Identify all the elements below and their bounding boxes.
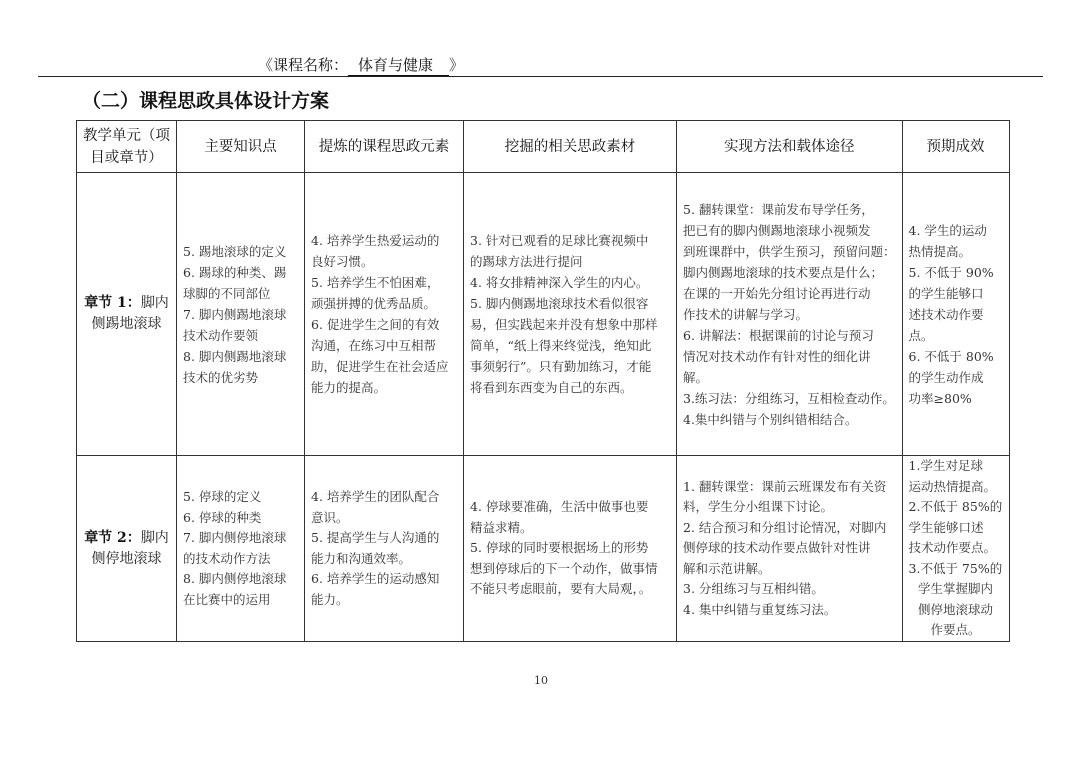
cell-line: 把已有的脚内侧踢地滚球小视频发 — [683, 222, 871, 238]
cell-line: 技术的优劣势 — [183, 369, 259, 385]
col-header-materials: 挖掘的相关思政素材 — [464, 121, 677, 173]
cell-line: 解。 — [683, 369, 709, 385]
cell-line: 作要点。 — [930, 622, 981, 638]
cell-line: 不能只考虑眼前，要有大局观，。 — [470, 581, 652, 597]
col-header-elements: 提炼的课程思政元素 — [305, 121, 464, 173]
cell-line: 到班课群中，供学生预习，预留问题： — [683, 243, 896, 259]
cell-line: 的学生动作成 — [908, 369, 984, 385]
cell-line: 2. 结合预习和分组讨论情况，对脚内 — [683, 519, 887, 535]
elements-cell — [305, 173, 464, 456]
cell-line: 3. 分组练习与互相纠错。 — [683, 581, 824, 597]
cell-line: 5. 不低于 90% — [908, 264, 994, 280]
cell-line: 4.集中纠错与个别纠错相结合。 — [683, 411, 858, 427]
header-prefix: 《课程名称： — [258, 56, 349, 74]
cell-line: 侧停地滚球动 — [918, 601, 994, 617]
col-header-knowledge: 主要知识点 — [177, 121, 305, 173]
cell-line: 作技术的讲解与学习。 — [683, 306, 809, 322]
knowledge-cell — [177, 173, 305, 456]
table-row — [77, 173, 1010, 456]
cell-line: 3. 针对已观看的足球比赛视频中 — [470, 233, 649, 248]
cell-line: 球脚的不同部位 — [183, 285, 271, 301]
cell-line: 热情提高。 — [908, 243, 972, 259]
table-header-row — [77, 121, 1010, 173]
cell-line: 能力的提高。 — [311, 380, 387, 395]
cell-line: 解和示范讲解。 — [683, 560, 771, 576]
cell-line: 述技术动作要 — [908, 306, 984, 322]
cell-line: 5. 停球的定义 — [183, 489, 262, 504]
cell-line: 将看到东西变为自己的东西。 — [470, 380, 633, 395]
unit-cell: 章节 2：脚内侧停地滚球 — [77, 456, 177, 642]
cell-line: 学生掌握脚内 — [918, 581, 994, 597]
cell-line: 技术动作要领 — [183, 327, 259, 343]
cell-line: 情况对技术动作有针对性的细化讲 — [683, 348, 871, 364]
cell-line: 7. 脚内侧踢地滚球 — [183, 306, 287, 322]
cell-line: 脚内侧踢地滚球的技术要点是什么； — [683, 264, 884, 280]
cell-line: 侧停球的技术动作要点做针对性讲 — [683, 540, 871, 556]
cell-line: 1.学生对足球 — [908, 458, 983, 474]
cell-line: 5. 脚内侧踢地滚球技术看似很容 — [470, 296, 649, 311]
cell-line: 3.不低于 75%的 — [908, 560, 1003, 576]
cell-line: 能力。 — [311, 591, 349, 607]
cell-line: 6. 讲解法：根据课前的讨论与预习 — [683, 327, 874, 343]
table-row — [77, 456, 1010, 642]
cell-line: 6. 不低于 80% — [908, 348, 994, 364]
header-rule — [38, 76, 1043, 77]
cell-line: 3.练习法：分组练习，互相检查动作。 — [683, 390, 895, 406]
cell-line: 功率≥80% — [908, 390, 972, 406]
cell-line: 顽强拼搏的优秀品质。 — [311, 296, 437, 311]
unit-cell: 章节 1：脚内侧踢地滚球 — [77, 173, 177, 456]
col-header-methods: 实现方法和载体途径 — [677, 121, 903, 173]
materials-cell — [464, 173, 677, 456]
cell-line: 4. 集中纠错与重复练习法。 — [683, 601, 837, 617]
cell-line: 助，促进学生在社会适应 — [311, 359, 449, 374]
cell-line: 技术动作要点。 — [908, 540, 997, 556]
cell-line: 料，学生分小组课下讨论。 — [683, 499, 834, 515]
cell-line: 6. 培养学生的运动感知 — [311, 571, 440, 586]
cell-line: 6. 停球的种类 — [183, 509, 262, 525]
col-header-outcomes: 预期成效 — [902, 121, 1009, 173]
cell-line: 的踢球方法进行提问 — [470, 254, 583, 269]
methods-cell — [677, 456, 903, 642]
section-title: （二）课程思政具体设计方案 — [82, 90, 330, 112]
cell-line: 8. 脚内侧停地滚球 — [183, 571, 287, 586]
cell-line: 5. 翻转课堂：课前发布导学任务， — [683, 201, 874, 217]
cell-line: 6. 踢球的种类、踢 — [183, 264, 287, 280]
cell-line: 4. 培养学生热爱运动的 — [311, 233, 440, 248]
methods-cell — [677, 173, 903, 456]
cell-line: 想到停球后的下一个动作，做事情 — [470, 560, 658, 576]
cell-line: 6. 促进学生之间的有效 — [311, 317, 440, 332]
cell-line: 学生能够口述 — [908, 519, 984, 535]
cell-line: 2.不低于 85%的 — [908, 499, 1003, 515]
outcomes-cell — [902, 173, 1009, 456]
cell-line: 运动热情提高。 — [908, 478, 997, 494]
cell-line: 的学生能够口 — [908, 285, 984, 301]
elements-cell — [305, 456, 464, 642]
cell-line: 4. 学生的运动 — [908, 222, 987, 238]
cell-line: 点。 — [908, 327, 934, 343]
cell-line: 5. 培养学生不怕困难， — [311, 275, 440, 290]
cell-line: 4. 将女排精神深入学生的内心。 — [470, 275, 649, 290]
cell-line: 1. 翻转课堂：课前云班课发布有关资 — [683, 478, 887, 494]
cell-line: 精益求精。 — [470, 519, 533, 535]
knowledge-cell — [177, 456, 305, 642]
cell-line: 4. 培养学生的团队配合 — [311, 489, 440, 504]
cell-line: 能力和沟通效率。 — [311, 550, 412, 566]
cell-line: 4. 停球要准确，生活中做事也要 — [470, 499, 649, 515]
header-suffix: 》 — [449, 56, 465, 74]
cell-line: 良好习惯。 — [311, 254, 374, 269]
cell-line: 在比赛中的运用 — [183, 591, 271, 607]
col-header-unit: 教学单元（项目或章节） — [77, 121, 177, 173]
materials-cell — [464, 456, 677, 642]
cell-line: 易，但实践起来并没有想象中那样 — [470, 317, 658, 332]
cell-line: 5. 停球的同时要根据场上的形势 — [470, 540, 649, 556]
cell-line: 沟通，在练习中互相帮 — [311, 338, 437, 353]
cell-line: 的技术动作方法 — [183, 550, 271, 566]
cell-line: 5. 提高学生与人沟通的 — [311, 530, 440, 545]
cell-line: 简单，“纸上得来终觉浅，绝知此 — [470, 338, 652, 353]
design-plan-table — [76, 120, 1010, 642]
course-name: 体育与健康 — [348, 54, 449, 76]
outcomes-cell — [902, 456, 1009, 642]
cell-line: 在课的一开始先分组讨论再进行动 — [683, 285, 871, 301]
cell-line: 事须躬行”。只有勤加练习，才能 — [470, 359, 652, 374]
cell-line: 8. 脚内侧踢地滚球 — [183, 348, 287, 364]
cell-line: 意识。 — [311, 509, 349, 525]
cell-line: 5. 踢地滚球的定义 — [183, 243, 287, 259]
page-number: 10 — [534, 674, 548, 687]
cell-line: 7. 脚内侧停地滚球 — [183, 530, 287, 545]
course-name-header — [258, 54, 464, 76]
